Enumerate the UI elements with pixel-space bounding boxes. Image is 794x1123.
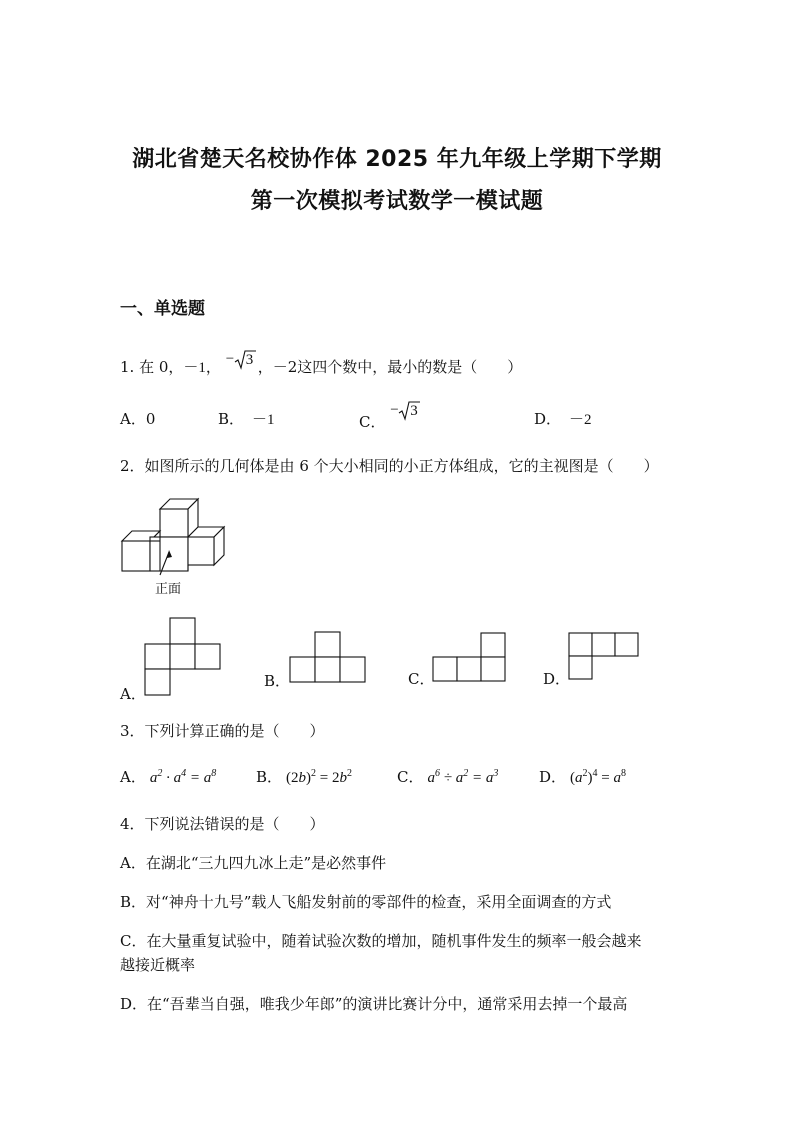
title-line-2: 第一次模拟考试数学一模试题	[250, 189, 544, 214]
question-2: 2．如图所示的几何体是由 6 个大小相同的小正方体组成，它的主视图是（ ）	[120, 457, 659, 475]
q2-option-b-label: B．	[264, 672, 291, 690]
q4-option-c-line-2: 越接近概率	[120, 956, 196, 974]
q4-option-b: B．对“神舟十九号”载人飞船发射前的零部件的检查，采用全面调查的方式	[120, 893, 612, 911]
q2-option-d-label: D．	[543, 670, 571, 688]
title-line-1: 湖北省楚天名校协作体 2025 年九年级上学期下学期	[132, 147, 662, 172]
q1-stem-start: 1. 在 0，	[120, 358, 184, 376]
q3-option-a: A． $a^2 \cdot a^4 = a^8$	[120, 768, 217, 786]
q1-option-d: D． －2	[534, 410, 592, 428]
q1-neg-sqrt3: − 3	[226, 357, 258, 375]
q1-option-a: A．0	[120, 410, 156, 428]
q4-option-d: D．在“吾辈当自强，唯我少年郎”的演讲比赛计分中，通常采用去掉一个最高	[120, 995, 628, 1013]
question-3: 3．下列计算正确的是（ ）	[120, 722, 325, 740]
q1-stem-end: －2这四个数中，最小的数是（ ）	[272, 358, 523, 376]
q2-option-c-label: C．	[408, 670, 435, 688]
q2-option-a-label: A．	[120, 685, 146, 703]
q1-neg-one: －1，	[183, 360, 221, 376]
option-d-view	[568, 632, 648, 688]
front-label: 正面	[155, 582, 182, 597]
option-b-view	[289, 631, 369, 687]
q3-option-b: B． $(2b)^2 = 2b^2$	[256, 768, 352, 786]
option-a-view	[143, 617, 223, 697]
q1-option-b: B． －1	[218, 410, 275, 428]
q4-option-c-line-1: C．在大量重复试验中，随着试验次数的增加，随机事件发生的频率一般会越来	[120, 932, 642, 950]
option-c-view	[431, 632, 511, 688]
q3-option-d: D． $(a^2)^4 = a^8$	[539, 768, 626, 786]
q1-comma: ，	[257, 358, 273, 376]
question-1	[120, 351, 523, 377]
option-c-neg-sqrt3: − 3	[390, 412, 422, 430]
question-4: 4．下列说法错误的是（ ）	[120, 815, 325, 833]
q3-option-c: C． $a^6 \div a^2 = a^3$	[397, 768, 499, 786]
section-heading: 一、单选题	[120, 299, 205, 319]
q4-option-a: A．在湖北“三九四九冰上走”是必然事件	[120, 854, 387, 872]
q1-option-c: C． − 3	[359, 411, 422, 432]
